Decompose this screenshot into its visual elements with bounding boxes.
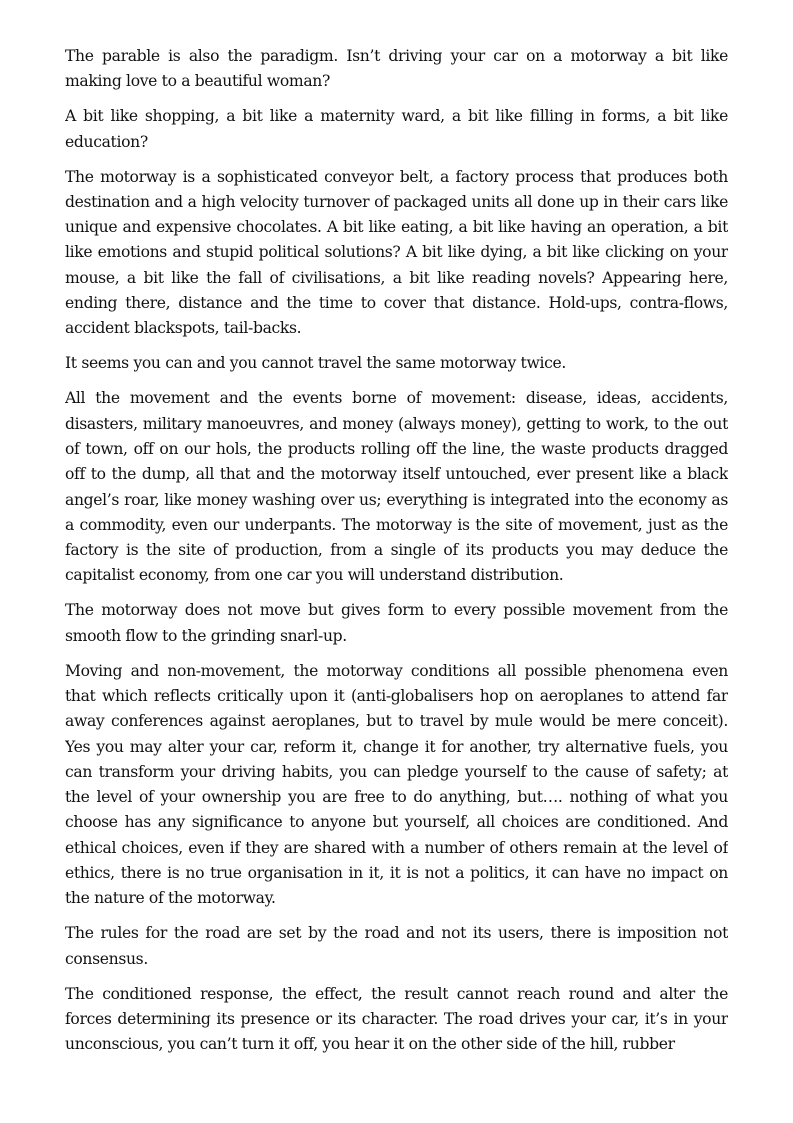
- paragraph: The motorway does not move but gives form to every possible movement from the smooth flow to the grinding snarl-up.: [65, 601, 728, 645]
- paragraph: All the movement and the events borne of movement: disease, ideas, accidents, disasters, military manoeuvres, and money (always money), getting to work, to the out of town, off on our hols, the products rolling off the line, the waste products dragged off to the dump, all that and the motorway itself untouched, ever present like a black angel’s roar, like money washing over us; everything is integrated into the economy as a commodity, even our underpants. The motorway is the site of movement, just as the factory is the site of production, from a single of its products you may deduce the capitalist economy, from one car you will understand distribution.: [65, 389, 728, 585]
- paragraph: Moving and non-movement, the motorway conditions all possible phenomena even that which reflects critically upon it (anti-globalisers hop on aeroplanes to attend far away conferences against aeroplanes, but to travel by mule would be mere conceit). Yes you may alter your car, reform it, change it for another, try alternative fuels, you can transform your driving habits, you can pledge yourself to the cause of safety; at the level of your ownership you are free to do anything, but…. nothing of what you choose has any significance to anyone but yourself, all choices are conditioned. And ethical choices, even if they are shared with a number of others remain at the level of ethics, there is no true organisation in it, it is not a politics, it can have no impact on the nature of the motorway.: [65, 661, 728, 908]
- paragraph: The conditioned response, the effect, the result cannot reach round and alter the forces determining its presence or its character. The road drives your car, it’s in your unconscious, you can’t turn it off, you hear it on the other side of the hill, rubber: [65, 984, 728, 1054]
- paragraph: It seems you can and you cannot travel the same motorway twice.: [65, 354, 566, 373]
- paragraph: The motorway is a sophisticated conveyor belt, a factory process that produces both destination and a high velocity turnover of packaged units all done up in their cars like unique and expensive chocolates. A bit like eating, a bit like having an operation, a bit like emotions and stupid political solutions? A bit like dying, a bit like clicking on your mouse, a bit like the fall of civilisations, a bit like reading novels? Appearing here, ending there, distance and the time to cover that distance. Hold-ups, contra-flows, accident blackspots, tail-backs.: [65, 167, 728, 338]
- paragraph: A bit like shopping, a bit like a maternity ward, a bit like filling in forms, a bit like education?: [65, 107, 728, 151]
- paragraph: The rules for the road are set by the road and not its users, there is imposition not consensus.: [65, 924, 728, 968]
- document-page: [65, 44, 728, 1123]
- paragraph: The parable is also the paradigm. Isn’t driving your car on a motorway a bit like making love to a beautiful woman?: [65, 47, 728, 91]
